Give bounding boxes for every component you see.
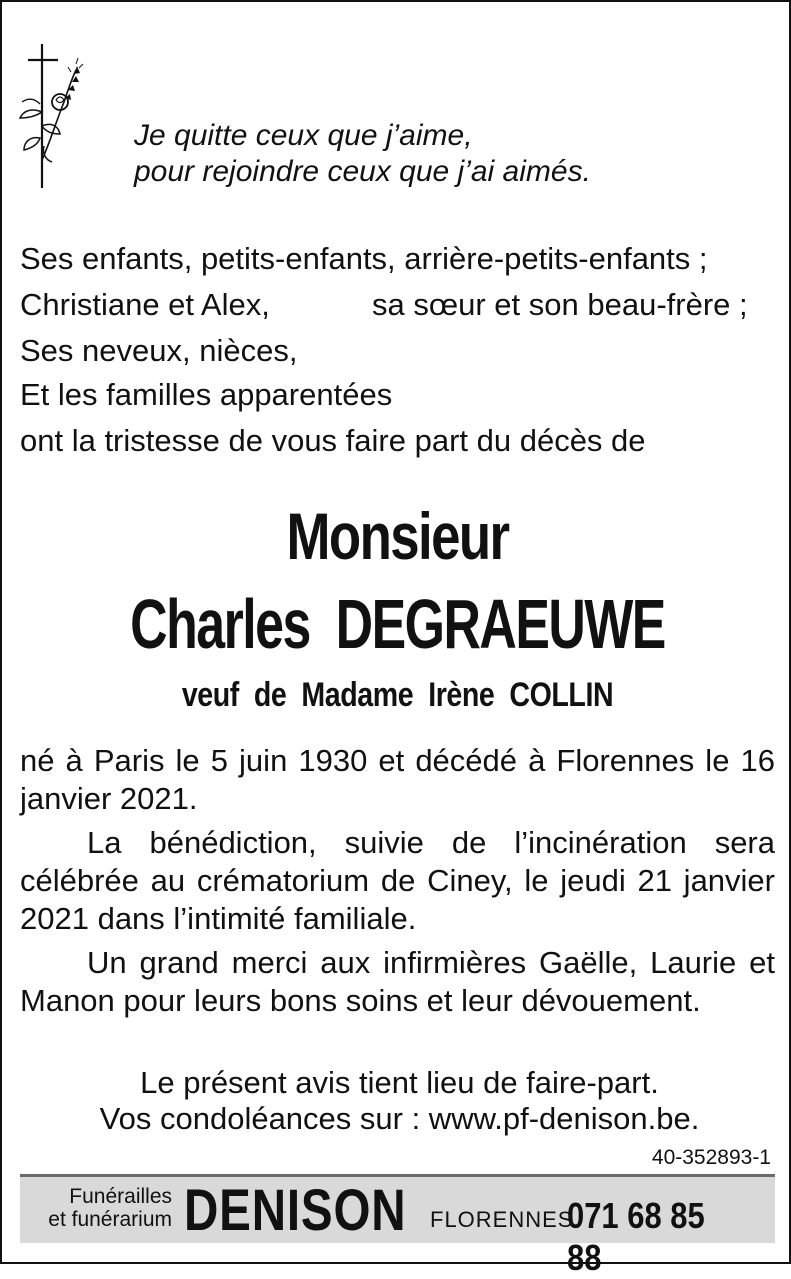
quote-line-2: pour rejoindre ceux que j’ai aimés. xyxy=(134,155,591,188)
thanks-paragraph: Un grand merci aux infirmières Gaëlle, Laurie et Manon pour leurs bons soins et leur dévouement. xyxy=(20,945,775,1018)
family-line-3: Ses neveux, nièces, xyxy=(20,333,298,368)
epigraph-quote xyxy=(134,118,591,190)
notice-line-1: Le présent avis tient lieu de faire-part. xyxy=(140,1065,659,1100)
family-line-5: ont la tristesse de vous faire part du décès de xyxy=(20,423,646,458)
funeral-home-banner xyxy=(20,1174,775,1278)
cross-with-wheat-and-rose-icon xyxy=(16,42,86,192)
deceased-name: Charles DEGRAEUWE xyxy=(130,585,665,663)
birth-death-paragraph: né à Paris le 5 juin 1930 et décédé à Florennes le 16 janvier 2021. xyxy=(20,743,775,816)
family-line-2-right: sa sœur et son beau-frère ; xyxy=(372,287,748,322)
reference-number: 40-352893-1 xyxy=(651,1146,771,1169)
banner-subtitle-line-2: et funérarium xyxy=(48,1208,172,1231)
deceased-title: Monsieur xyxy=(286,499,509,573)
notice-line-2: Vos condoléances sur : www.pf-denison.be. xyxy=(99,1101,700,1136)
family-line-2-left: Christiane et Alex, xyxy=(20,287,270,322)
banner-phone: 071 68 85 88 xyxy=(567,1195,705,1278)
banner-brand: DENISON xyxy=(184,1178,407,1243)
family-line-1: Ses enfants, petits-enfants, arrière-petits-enfants ; xyxy=(20,241,708,276)
banner-subtitle-line-1: Funérailles xyxy=(69,1185,172,1208)
quote-line-1: Je quitte ceux que j’aime, xyxy=(134,119,473,152)
ceremony-paragraph: La bénédiction, suivie de l’incinération sera célébrée au crématorium de Ciney, le jeudi 21 janvier 2021 dans l’intimité familiale. xyxy=(20,825,775,936)
family-line-4: Et les familles apparentées xyxy=(20,377,393,412)
banner-city: FLORENNES xyxy=(430,1207,574,1232)
family-line-2 xyxy=(20,282,775,328)
banner-subtitle xyxy=(48,1185,172,1231)
spouse-line: veuf de Madame Irène COLLIN xyxy=(181,676,614,714)
